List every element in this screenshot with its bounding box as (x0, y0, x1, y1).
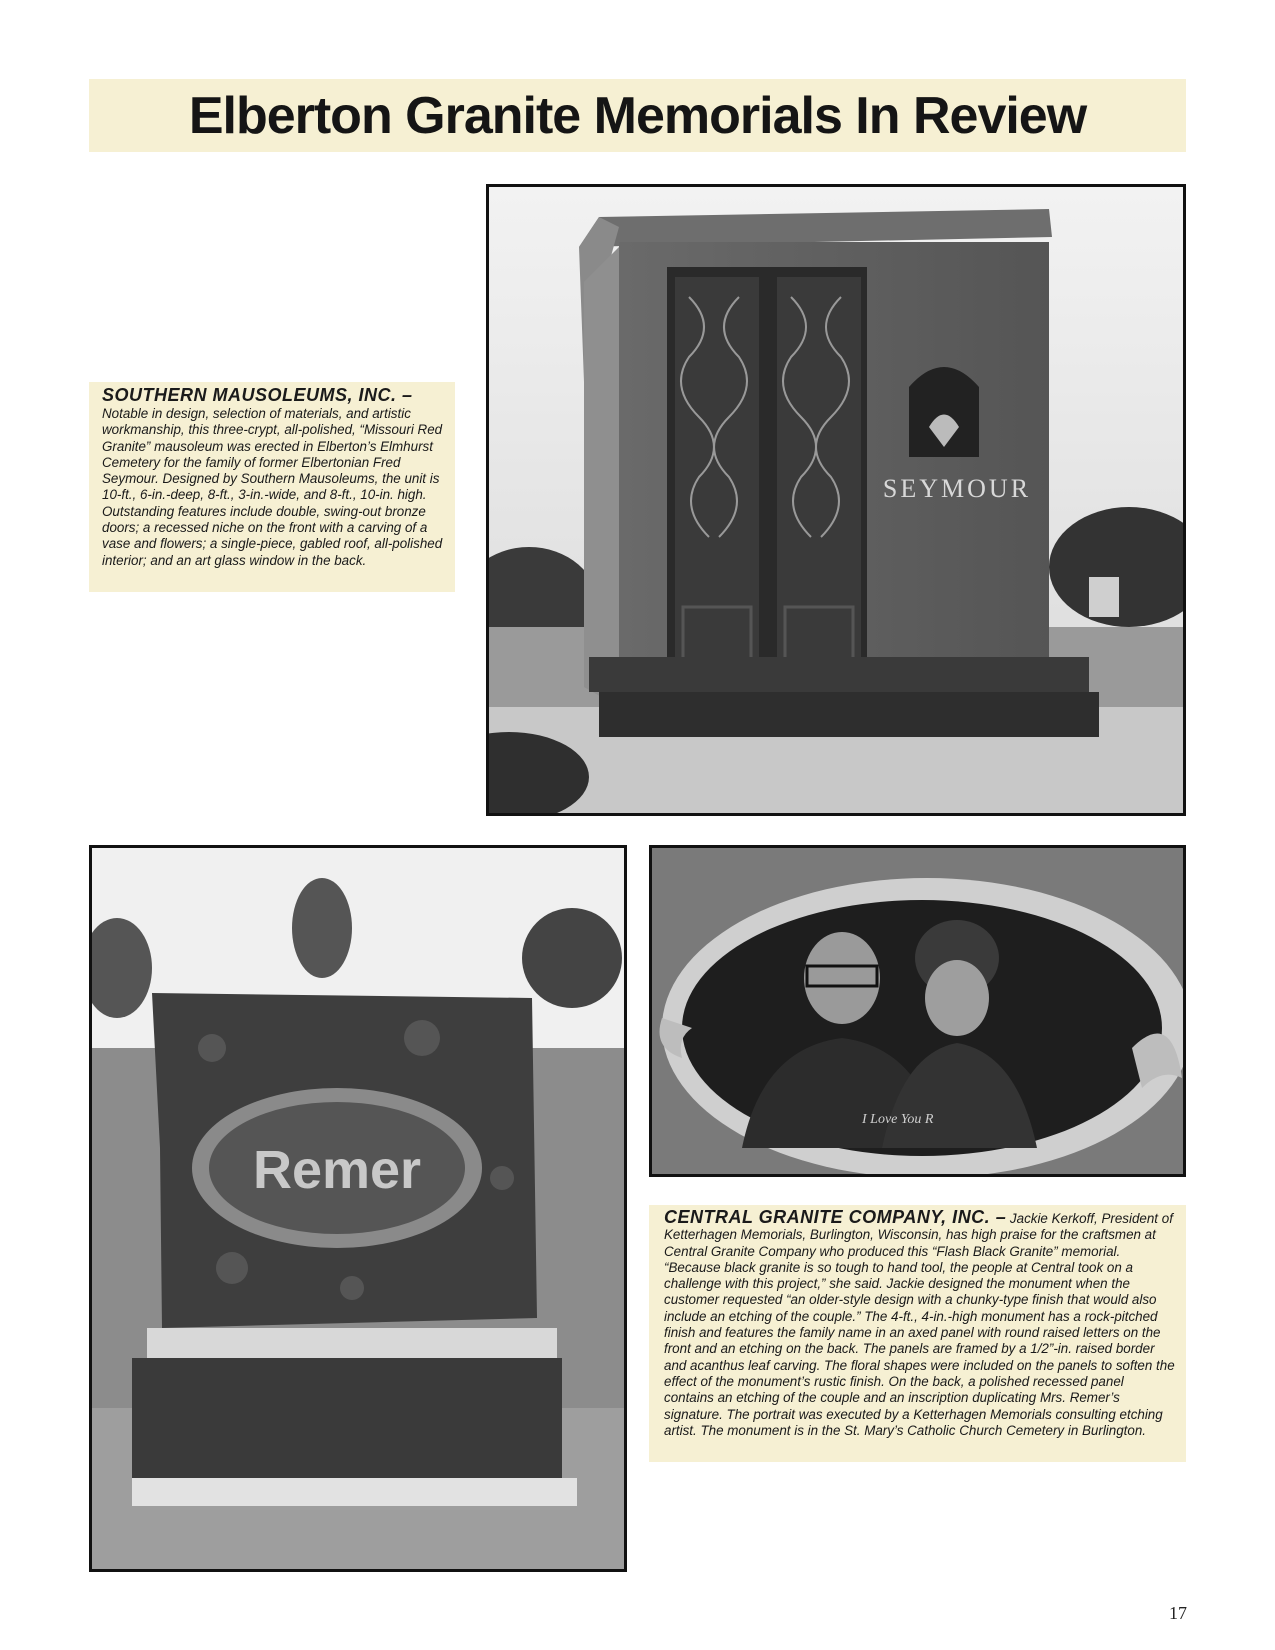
southern-mausoleums-caption (89, 382, 455, 592)
remer-monument-photo (89, 845, 627, 1572)
title-band (89, 79, 1186, 152)
central-caption-body: Jackie Kerkoff, President of Ketterhagen Memorials, Burlington, Wisconsin, has high praise for the craftsmen at Central Granite Company who produced this “Flash Black Granite” memorial. “Because black granite is so tough to hand tool, the people at Central took on a challenge with this project,” she said. Jackie designed the monument when the customer requested “an older-style design with a chunky-type finish that would also include an etching of the couple.” The 4-ft., 4-in.-high monument has a rock-pitched finish and features the family name in an axed panel with round raised letters on the front and an etching on the back. The panels are framed by a 1/2”-in. raised border and acanthus leaf carving. The floral shapes were included on the panels to soften the effect of the monument’s rustic finish. On the back, a polished recessed panel contains an etching of the couple and an inscription duplicating Mrs. Remer’s signature. The portrait was executed by a Ketterhagen Memorials consulting etching artist. The monument is in the St. Mary’s Catholic Church Cemetery in Burlington. (664, 1211, 1175, 1438)
seymour-mausoleum-photo (486, 184, 1186, 816)
southern-caption-head: SOUTHERN MAUSOLEUMS, INC. – (102, 385, 413, 405)
remer-inscription: Remer (252, 1140, 422, 1200)
central-granite-caption (649, 1205, 1186, 1462)
seymour-inscription: SEYMOUR (882, 474, 1032, 503)
remer-etching-photo (649, 845, 1186, 1177)
southern-caption-body: Notable in design, selection of materials, and artistic workmanship, this three-crypt, all-polished, “Missouri Red Granite” mausoleum was erected in Elberton’s Elmhurst Cemetery for the family of former Elbertonian Fred Seymour. Designed by Southern Mausoleums, the unit is 10-ft., 6-in.-deep, 8-ft., 3-in.-wide, and 8-ft., 10-in. high. Outstanding features include double, swing-out bronze doors; a recessed niche on the front with a carving of a vase and flowers; a single-piece, gabled roof, all-polished interior; and an art glass window in the back. (102, 406, 443, 568)
central-caption-head: CENTRAL GRANITE COMPANY, INC. – (664, 1207, 1007, 1227)
page-title: Elberton Granite Memorials In Review (188, 86, 1087, 145)
etching-signature: I Love You R (862, 1112, 934, 1127)
page-number: 17 (1169, 1603, 1187, 1623)
